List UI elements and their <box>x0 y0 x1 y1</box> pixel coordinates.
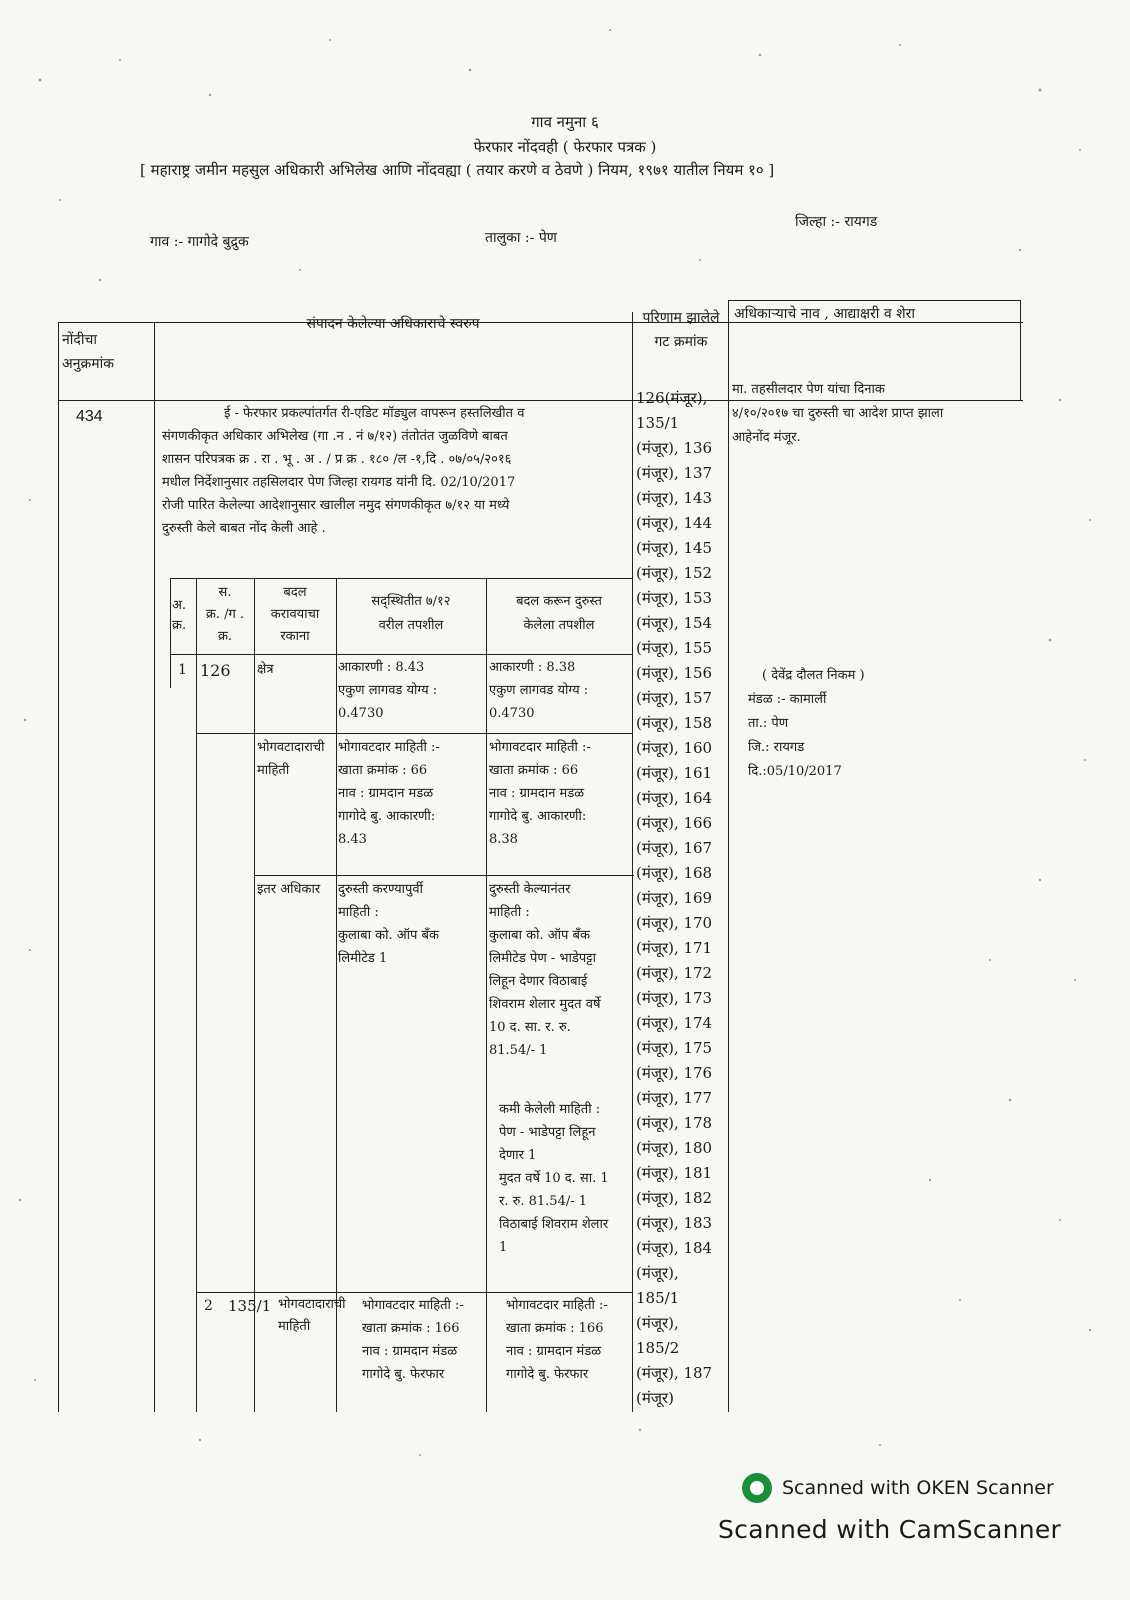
col-officer-header: अधिकाऱ्याचे नाव , आद्याक्षरी व शेरा <box>734 306 915 322</box>
affected-gat-item: (मंजूर), 157 <box>636 689 713 707</box>
col-nature-header: संपादन केलेल्या अधिकाराचे स्वरुप <box>306 316 480 332</box>
row1-column: क्षेत्र <box>257 662 274 677</box>
affected-gat-item: (मंजूर), 156 <box>636 664 713 682</box>
affected-gat-item: (मंजूर), 155 <box>636 639 713 657</box>
officer-note: मा. तहसीलदार पेण यांचा दिनाक ४/१०/२०१७ चा दुरुस्ती चा आदेश प्राप्त झाला आहेनोंद मंजूर. <box>732 382 944 445</box>
camscanner-watermark: Scanned with CamScanner <box>718 1515 1062 1544</box>
sub-header-survey: स. क्र. /ग . क्र. <box>205 585 245 644</box>
description-line: मधील निर्देशानुसार तहसिलदार पेण जिल्हा रायगड यांनी दि. 02/10/2017 <box>162 475 516 490</box>
row4-current: भोगावटदार माहिती :- खाता क्रमांक : 166 नाव : ग्रामदान मंडळ गागोदे बु. फेरफार <box>362 1298 464 1382</box>
oken-text: Scanned with OKEN Scanner <box>782 1477 1054 1499</box>
row2-current: भोगावटदार माहिती :- खाता क्रमांक : 66 नाव : ग्रामदान मडळ गागोदे बु. आकारणी: 8.43 <box>338 740 440 847</box>
sub-header-current: सद्स्थितीत ७/१२ वरील तपशील <box>371 594 451 633</box>
row1-current: आकारणी : 8.43 एकुण लागवड योग्य : 0.4730 <box>338 660 438 721</box>
affected-gat-list <box>636 386 728 1411</box>
affected-gat-item: (मंजूर), 176 <box>636 1064 713 1082</box>
affected-gat-item: 135/1 <box>636 414 680 432</box>
description-line: ई - फेरफार प्रकल्पांतर्गत री-एडिट मॉड्युल वापरून हस्तलिखीत व <box>224 406 525 421</box>
description-line: संगणकीकृत अधिकार अभिलेख (गा .न . नं ७/१२) तंतोतंत जुळविणे बाबत <box>162 429 508 444</box>
row3-column: इतर अधिकार <box>257 882 321 897</box>
affected-gat-item: (मंजूर), 152 <box>636 564 713 582</box>
oken-logo-icon <box>742 1473 772 1503</box>
affected-gat-item: (मंजूर), 170 <box>636 914 713 932</box>
affected-gat-item: (मंजूर), 158 <box>636 714 713 732</box>
entry-number: 434 <box>76 408 103 425</box>
affected-gat-item: (मंजूर), 168 <box>636 864 713 882</box>
row4-column: भोगवटादाराची माहिती <box>278 1297 346 1334</box>
affected-gat-item: (मंजूर), 169 <box>636 889 713 907</box>
affected-gat-item: (मंजूर), 181 <box>636 1164 713 1182</box>
affected-gat-item: (मंजूर), 173 <box>636 989 713 1007</box>
affected-gat-item: (मंजूर), 187 <box>636 1364 713 1382</box>
officer-signature-block: ( देवेंद्र दौलत निकम ) मंडळ :- कामार्ली ता.: पेण जि.: रायगड दि.:05/10/2017 <box>748 668 865 779</box>
sub-header-sr: अ. क्र. <box>172 598 187 633</box>
affected-gat-item: (मंजूर), 166 <box>636 814 713 832</box>
affected-gat-item: (मंजूर), 175 <box>636 1039 713 1057</box>
form-rule: [ महाराष्ट्र जमीन महसुल अधिकारी अभिलेख आणि नोंदवह्या ( तयार करणे व ठेवणे ) नियम, १९७१ यातील नियम १० ] <box>140 161 775 179</box>
affected-gat-item: (मंजूर), 184 <box>636 1239 713 1257</box>
description-line: रोजी पारित केलेल्या आदेशानुसार खालील नमुद संगणकीकृत ७/१२ या मध्ये <box>162 498 510 513</box>
affected-gat-item: (मंजूर), 160 <box>636 739 713 757</box>
affected-gat-item: 185/1 <box>636 1289 680 1307</box>
affected-gat-item: (मंजूर), 164 <box>636 789 713 807</box>
row4-sr: 2 <box>204 1298 213 1314</box>
row2-corrected: भोगावटदार माहिती :- खाता क्रमांक : 66 नाव : ग्रामदान मडळ गागोदे बु. आकारणी: 8.38 <box>489 740 591 847</box>
affected-gat-item: (मंजूर), <box>636 1264 679 1282</box>
oken-watermark <box>742 1473 1054 1503</box>
row3-corrected: दुरुस्ती केल्यानंतर माहिती : कुलाबा को. ऑप बँक लिमीटेड पेण - भाडेपट्टा लिहून देणार विठाबाई शिवराम शेलार मुदत वर्षे 10 द. सा. र. रु. 81.54/- 1 <box>489 882 601 1058</box>
affected-gat-item: (मंजूर), 144 <box>636 514 713 532</box>
affected-gat-item: (मंजूर), 161 <box>636 764 713 782</box>
sub-header-column: बदल करावयाचा रकाना <box>270 585 320 644</box>
form-title: गाव नमुना ६ <box>531 113 599 131</box>
village-label: गाव :- गागोदे बुद्रुक <box>150 234 249 250</box>
affected-gat-item: 126(मंजूर), <box>636 389 708 407</box>
affected-gat-item: (मंजूर) <box>636 1389 674 1407</box>
affected-gat-item: (मंजूर), 153 <box>636 589 713 607</box>
sub-header-corrected: बदल करून दुरुस्त केलेला तपशील <box>516 594 602 633</box>
affected-gat-item: (मंजूर), 178 <box>636 1114 713 1132</box>
taluka-label: तालुका :- पेण <box>485 230 557 246</box>
affected-gat-item: (मंजूर), 180 <box>636 1139 713 1157</box>
affected-gat-item: (मंजूर), 167 <box>636 839 713 857</box>
district-label: जिल्हा :- रायगड <box>795 214 878 230</box>
affected-gat-item: (मंजूर), 136 <box>636 439 713 457</box>
col-affected-header: परिणाम झालेले गट क्रमांक <box>642 310 720 350</box>
form-subtitle: फेरफार नोंदवही ( फेरफार पत्रक ) <box>473 138 657 156</box>
affected-gat-item: (मंजूर), <box>636 1314 679 1332</box>
affected-gat-item: (मंजूर), 182 <box>636 1189 713 1207</box>
affected-gat-item: (मंजूर), 154 <box>636 614 713 632</box>
affected-gat-item: (मंजूर), 183 <box>636 1214 713 1232</box>
row3-current: दुरुस्ती करण्यापुर्वी माहिती : कुलाबा को. ऑप बँक लिमीटेड 1 <box>338 882 439 966</box>
description-line: शासन परिपत्रक क्र . रा . भू . अ . / प्र क्र . १८० /ल -१,दि . ०७/०५/२०१६ <box>162 452 512 467</box>
affected-gat-item: (मंजूर), 171 <box>636 939 713 957</box>
col-serial-header: नोंदीचा अनुक्रमांक <box>62 332 114 372</box>
entry-description <box>162 402 630 540</box>
row3-reduced: कमी केलेली माहिती : पेण - भाडेपट्टा लिहून देणार 1 मुदत वर्षे 10 द. सा. 1 र. रु. 81.54/- 1 विठाबाई शिवराम शेलार 1 <box>499 1102 609 1255</box>
affected-gat-item: (मंजूर), 143 <box>636 489 713 507</box>
row4-corrected: भोगावटदार माहिती :- खाता क्रमांक : 166 नाव : ग्रामदान मंडळ गागोदे बु. फेरफार <box>506 1298 608 1382</box>
row1-survey: 126 <box>200 661 231 680</box>
affected-gat-item: 185/2 <box>636 1339 680 1357</box>
row2-column: भोगवटादाराची माहिती <box>257 740 325 778</box>
row1-corrected: आकारणी : 8.38 एकुण लागवड योग्य : 0.4730 <box>489 660 589 721</box>
affected-gat-item: (मंजूर), 145 <box>636 539 713 557</box>
affected-gat-item: (मंजूर), 174 <box>636 1014 713 1032</box>
row4-survey: 135/1 <box>228 1297 272 1315</box>
affected-gat-item: (मंजूर), 177 <box>636 1089 713 1107</box>
affected-gat-item: (मंजूर), 137 <box>636 464 713 482</box>
affected-gat-item: (मंजूर), 172 <box>636 964 713 982</box>
description-line: दुरुस्ती केले बाबत नोंद केली आहे . <box>162 521 326 536</box>
row1-sr: 1 <box>178 662 187 678</box>
mutation-register-table <box>58 300 1023 1410</box>
